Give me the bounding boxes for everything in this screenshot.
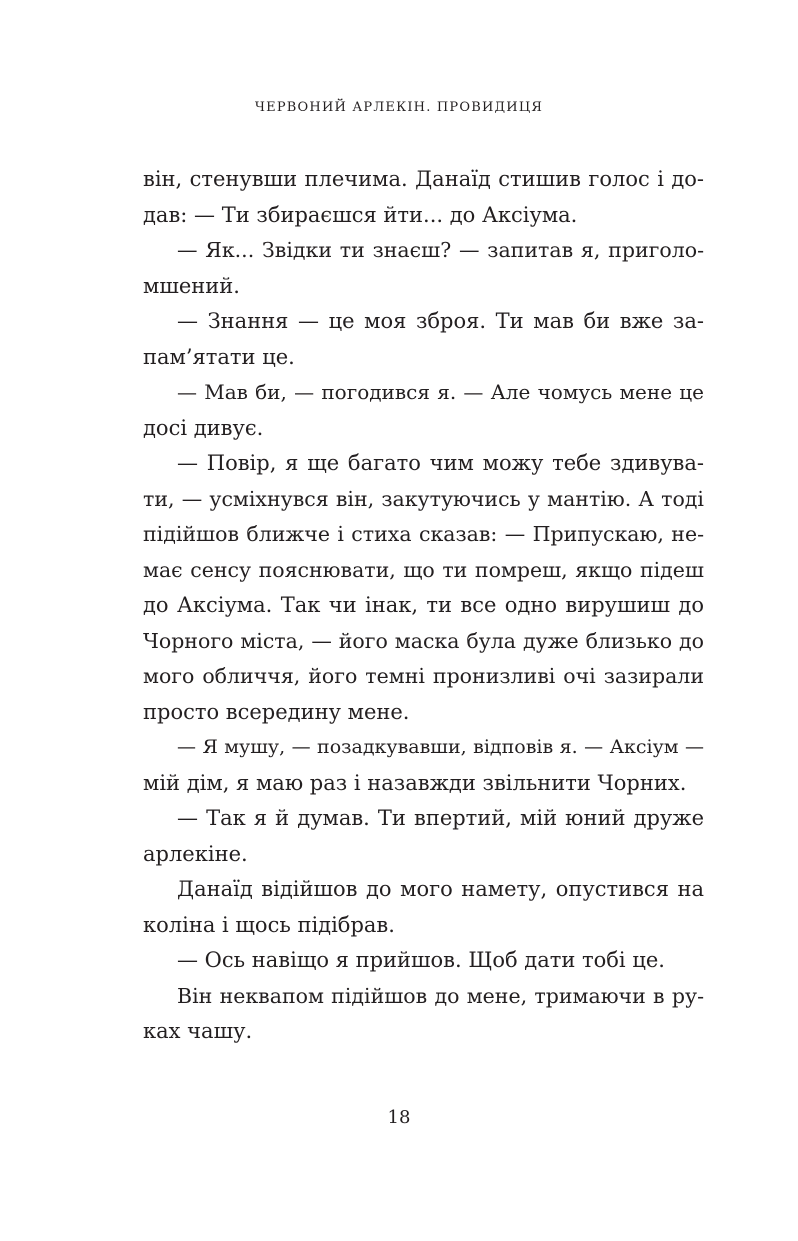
text-line: — Повір, я ще багато чим можу тебе здивува- (177, 451, 704, 475)
text-line: арлекіне. (143, 841, 248, 866)
text-line: дав: — Ти збираєшся йти... до Аксіума. (143, 202, 578, 227)
text-line: Він неквапом підійшов до мене, тримаючи в ру- (177, 983, 704, 1008)
text-line: мій дім, я маю раз і назавжди звільнити Чорних. (143, 770, 687, 795)
running-header: ЧЕРВОНИЙ АРЛЕКІН. ПРОВИДИЦЯ (254, 100, 544, 115)
text-line: до Аксіума. Так чи інак, ти все одно вирушиш до (143, 593, 704, 617)
body-text (143, 162, 704, 1050)
text-line: — Ось навіщо я прийшов. Щоб дати тобі це. (177, 948, 665, 972)
text-line: має сенсу пояснювати, що ти помреш, якщо підеш (143, 557, 704, 582)
text-line: — Мав би, — погодився я. — Але чомусь мене це (177, 380, 704, 404)
text-line: — Так я й думав. Ти впертий, мій юний друже (177, 806, 704, 830)
text-line: Чорного міста, — його маска була дуже близько до (143, 628, 704, 653)
text-line: ках чашу. (143, 1019, 253, 1043)
text-line: коліна і щось підібрав. (143, 912, 395, 937)
text-line: — Я мушу, — позадкувавши, відповів я. — Аксіум — (177, 736, 704, 758)
text-line: ти, — усміхнувся він, закутуючись у мантію. А тоді (143, 486, 704, 511)
text-line: просто всередину мене. (143, 699, 410, 724)
text-line: — Знання — це моя зброя. Ти мав би вже за- (177, 309, 704, 333)
text-line: мого обличчя, його темні пронизливі очі зазирали (143, 664, 704, 688)
page-number: 18 (387, 1107, 411, 1128)
text-line: він, стенувши плечима. Данаїд стишив голос і до- (143, 167, 704, 191)
text-line: пам’ятати це. (143, 344, 295, 369)
text-line: мшений. (143, 273, 240, 298)
text-line: досі дивує. (143, 415, 264, 440)
text-line: — Як... Звідки ти знаєш? — запитав я, пригoло- (177, 238, 704, 262)
text-line: підійшов ближче і стиха сказав: — Припускаю, не- (143, 522, 704, 546)
text-line: Данаїд відійшов до мого намету, опустився на (177, 877, 704, 901)
